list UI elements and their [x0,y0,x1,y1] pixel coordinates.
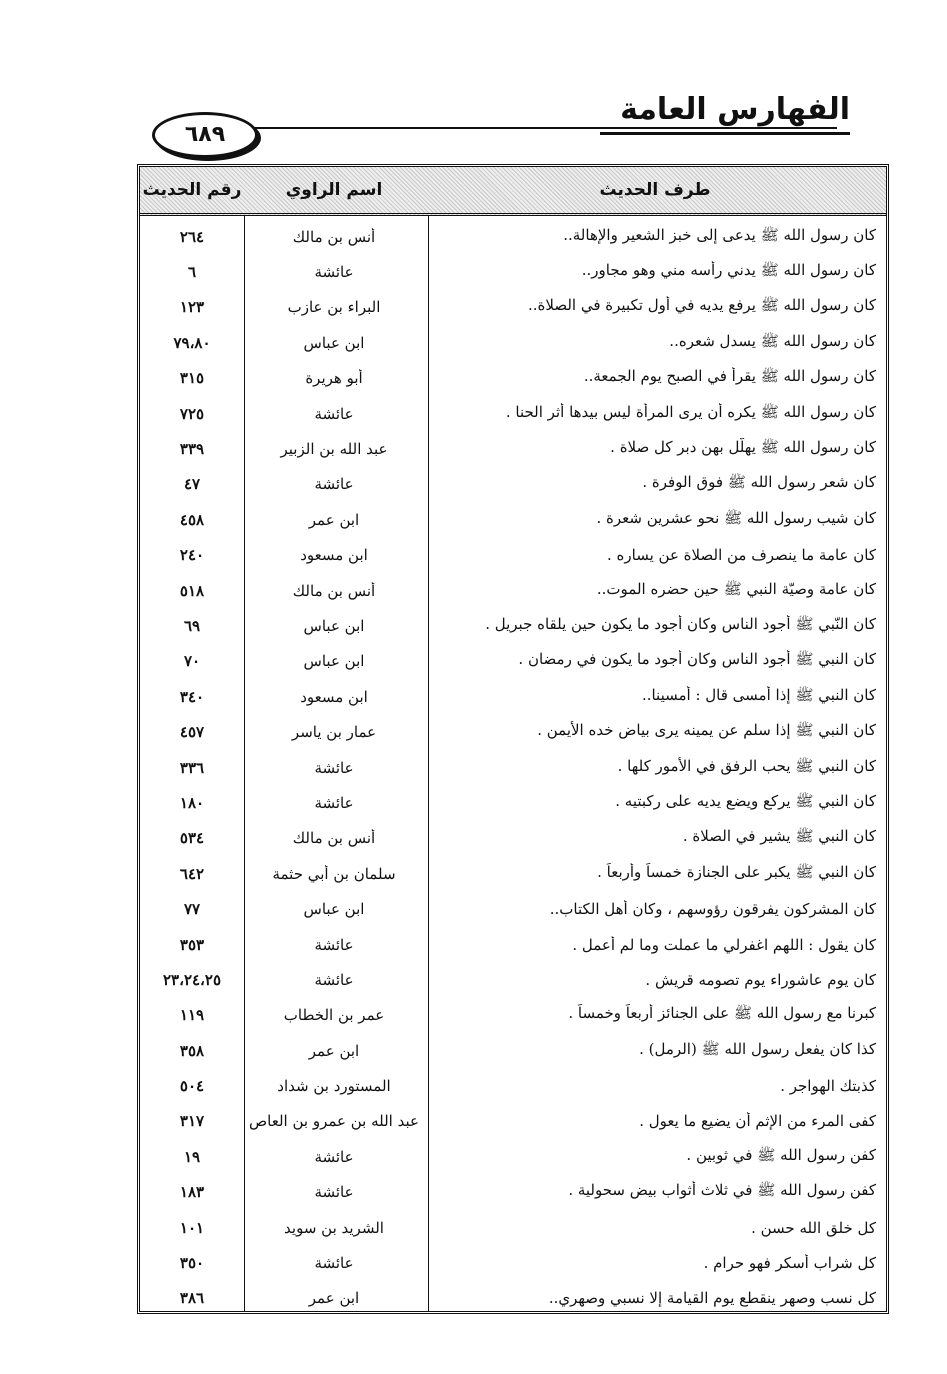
hadith-text-cell: كان رسول الله ﷺ يكره أن يرى المرأة ليس بيدها أثر الحنا . [505,402,876,421]
narrator-cell: عائشة [314,263,354,282]
narrator-cell: عائشة [314,935,354,954]
narrator-cell: عائشة [314,758,354,777]
hadith-text-cell: كان النبي ﷺ إذا سلم عن يمينه يرى بياض خده الأيمن . [537,721,876,740]
hadith-text-cell: كان شيب رسول الله ﷺ نحو عشرين شعرة . [596,508,876,527]
section-title: الفهارس العامة [600,88,850,135]
narrator-cell: عائشة [314,1183,354,1202]
table-row [140,573,886,608]
hadith-text-cell: كان النبي ﷺ يكبر على الجنازة خمساً وأربعاً . [597,862,876,881]
table-row [140,431,886,466]
hadith-text-cell: كل خلق الله حسن . [751,1218,876,1237]
table-row [140,1068,886,1103]
hadith-number-cell: ٢٦٤ [179,227,205,246]
table-row [140,679,886,714]
narrator-cell: المستورد بن شداد [277,1077,391,1096]
narrator-cell: ابن مسعود [300,546,368,565]
hadith-number-cell: ٤٥٧ [179,723,205,742]
hadith-number-cell: ١٩ [183,1147,201,1166]
header-narrator: اسم الراوي [285,180,383,200]
table-row [140,891,886,926]
table-row [140,644,886,679]
page-number-badge: ٦٨٩ [152,112,258,158]
hadith-number-cell: ٤٥٨ [179,510,205,529]
hadith-number-cell: ٣٣٦ [179,758,205,777]
hadith-number-cell: ١١٩ [179,1006,205,1025]
hadith-text-cell: كان رسول الله ﷺ يسدل شعره.. [669,331,876,350]
hadith-number-cell: ٦٤٢ [179,864,205,883]
table-row [140,1033,886,1068]
hadith-number-cell: ٣٤٠ [179,687,205,706]
table-row [140,608,886,643]
table-row [140,1139,886,1174]
hadith-number-cell: ١٨٠ [179,793,205,812]
hadith-text-cell: كان يقول : اللهم اغفرلي ما عملت وما لم أعمل . [572,935,876,954]
hadith-text-cell: كان النبي ﷺ يركع ويضع يديه على ركبتيه . [615,791,876,810]
table-row [140,502,886,537]
hadith-number-cell: ٣٥٨ [179,1041,205,1060]
hadith-number-cell: ٧٠ [183,652,201,671]
table-row [140,1245,886,1280]
table-row [140,714,886,749]
narrator-cell: ابن عباس [303,333,365,352]
hadith-index-table [137,164,889,1314]
table-header-row [140,167,886,216]
hadith-text-cell: كفن رسول الله ﷺ في ثلاث أثواب بيض سحولية . [568,1181,876,1200]
table-row [140,1210,886,1245]
hadith-text-cell: كان النّبي ﷺ أجود الناس وكان أجود ما يكون حين يلقاه جبريل . [485,614,876,633]
hadith-number-cell: ١٨٣ [179,1183,205,1202]
narrator-cell: البراء بن عازب [287,298,381,317]
hadith-number-cell: ٣٥٣ [179,935,205,954]
hadith-text-cell: كان رسول الله ﷺ يهلّل بهن دبر كل صلاة . [610,438,876,457]
hadith-text-cell: كفن رسول الله ﷺ في ثوبين . [686,1145,876,1164]
table-body [140,219,886,1316]
hadith-text-cell: كان المشركون يفرقون رؤوسهم ، وكان أهل الكتاب.. [549,900,876,919]
table-row [140,1104,886,1139]
table-row [140,821,886,856]
hadith-text-cell: كان النبي ﷺ يشير في الصلاة . [682,827,876,846]
hadith-number-cell: ٧٩،٨٠ [173,333,211,352]
table-row [140,325,886,360]
hadith-number-cell: ٢٣،٢٤،٢٥ [162,970,222,989]
hadith-text-cell: كان رسول الله ﷺ يقرأ في الصبح يوم الجمعة.. [583,367,876,386]
hadith-number-cell: ٣١٧ [179,1112,205,1131]
hadith-number-cell: ٤٧ [183,475,201,494]
table-row [140,467,886,502]
narrator-cell: عائشة [314,1254,354,1273]
narrator-cell: أنس بن مالك [292,227,376,246]
narrator-cell: ابن مسعود [300,687,368,706]
hadith-number-cell: ٦٩ [183,616,201,635]
table-row [140,785,886,820]
hadith-number-cell: ٢٤٠ [179,546,205,565]
table-row [140,962,886,997]
table-row [140,219,886,254]
table-row [140,290,886,325]
narrator-cell: الشريد بن سويد [284,1218,384,1237]
hadith-text-cell: كان رسول الله ﷺ يدعى إلى خبز الشعير والإهالة.. [563,225,876,244]
narrator-cell: عبد الله بن عمرو بن العاص [249,1112,419,1131]
hadith-text-cell: كان النبي ﷺ يحب الرفق في الأمور كلها . [617,756,876,775]
hadith-number-cell: ٥٣٤ [179,829,205,848]
hadith-text-cell: كل شراب أسكر فهو حرام . [703,1254,876,1273]
narrator-cell: أنس بن مالك [292,829,376,848]
header-rule [247,127,837,129]
hadith-number-cell: ٣١٥ [179,369,205,388]
narrator-cell: ابن عمر [308,510,360,529]
narrator-cell: عبد الله بن الزبير [280,440,388,459]
hadith-text-cell: كان رسول الله ﷺ يدني رأسه مني وهو مجاور.. [581,261,876,280]
hadith-text-cell: كذبتك الهواجر . [780,1077,876,1096]
hadith-text-cell: كان يوم عاشوراء يوم تصومه قريش . [645,970,876,989]
hadith-number-cell: ٣٨٦ [179,1289,205,1308]
narrator-cell: ابن عباس [303,616,365,635]
hadith-text-cell: كل نسب وصهر ينقطع يوم القيامة إلا نسبي وصهري.. [548,1289,876,1308]
hadith-text-cell: كان عامة وصيّة النبي ﷺ حين حضره الموت.. [596,579,876,598]
narrator-cell: عائشة [314,404,354,423]
narrator-cell: عمار بن ياسر [291,723,377,742]
hadith-number-cell: ٧٧ [183,900,201,919]
hadith-text-cell: كفى المرء من الإثم أن يضيع ما يعول . [639,1112,876,1131]
table-row [140,1175,886,1210]
narrator-cell: أبو هريرة [305,369,363,388]
narrator-cell: عائشة [314,475,354,494]
hadith-number-cell: ٥٠٤ [179,1077,205,1096]
table-row [140,396,886,431]
hadith-text-cell: كان عامة ما ينصرف من الصلاة عن يساره . [607,546,876,565]
hadith-number-cell: ٧٢٥ [179,404,205,423]
table-row [140,361,886,396]
hadith-text-cell: كبرنا مع رسول الله ﷺ على الجنائز أربعاً وخمساً . [568,1004,876,1023]
narrator-cell: سلمان بن أبي حثمة [272,864,396,883]
hadith-number-cell: ١٢٣ [179,298,205,317]
table-row [140,538,886,573]
hadith-text-cell: كان شعر رسول الله ﷺ فوق الوفرة . [642,473,876,492]
table-row [140,1281,886,1316]
hadith-number-cell: ١٠١ [179,1218,205,1237]
narrator-cell: ابن عمر [308,1041,360,1060]
hadith-text-cell: كان النبي ﷺ أجود الناس وكان أجود ما يكون في رمضان . [518,650,876,669]
hadith-number-cell: ٥١٨ [179,581,205,600]
hadith-text-cell: كان النبي ﷺ إذا أمسى قال : أمسينا.. [641,685,876,704]
header-hadith-text: طرف الحديث [599,180,711,200]
table-row [140,927,886,962]
narrator-cell: أنس بن مالك [292,581,376,600]
narrator-cell: عمر بن الخطاب [283,1006,385,1025]
table-row [140,998,886,1033]
header-hadith-number: رقم الحديث [142,180,242,200]
hadith-text-cell: كان رسول الله ﷺ يرفع يديه في أول تكبيرة في الصلاة.. [528,296,876,315]
hadith-number-cell: ٦ [187,263,197,282]
narrator-cell: ابن عمر [308,1289,360,1308]
hadith-text-cell: كذا كان يفعل رسول الله ﷺ (الرمل) . [639,1039,876,1058]
table-row [140,750,886,785]
table-row [140,856,886,891]
narrator-cell: ابن عباس [303,652,365,671]
narrator-cell: عائشة [314,970,354,989]
narrator-cell: عائشة [314,1147,354,1166]
table-row [140,254,886,289]
narrator-cell: عائشة [314,793,354,812]
hadith-number-cell: ٣٥٠ [179,1254,205,1273]
narrator-cell: ابن عباس [303,900,365,919]
hadith-number-cell: ٣٣٩ [179,440,205,459]
